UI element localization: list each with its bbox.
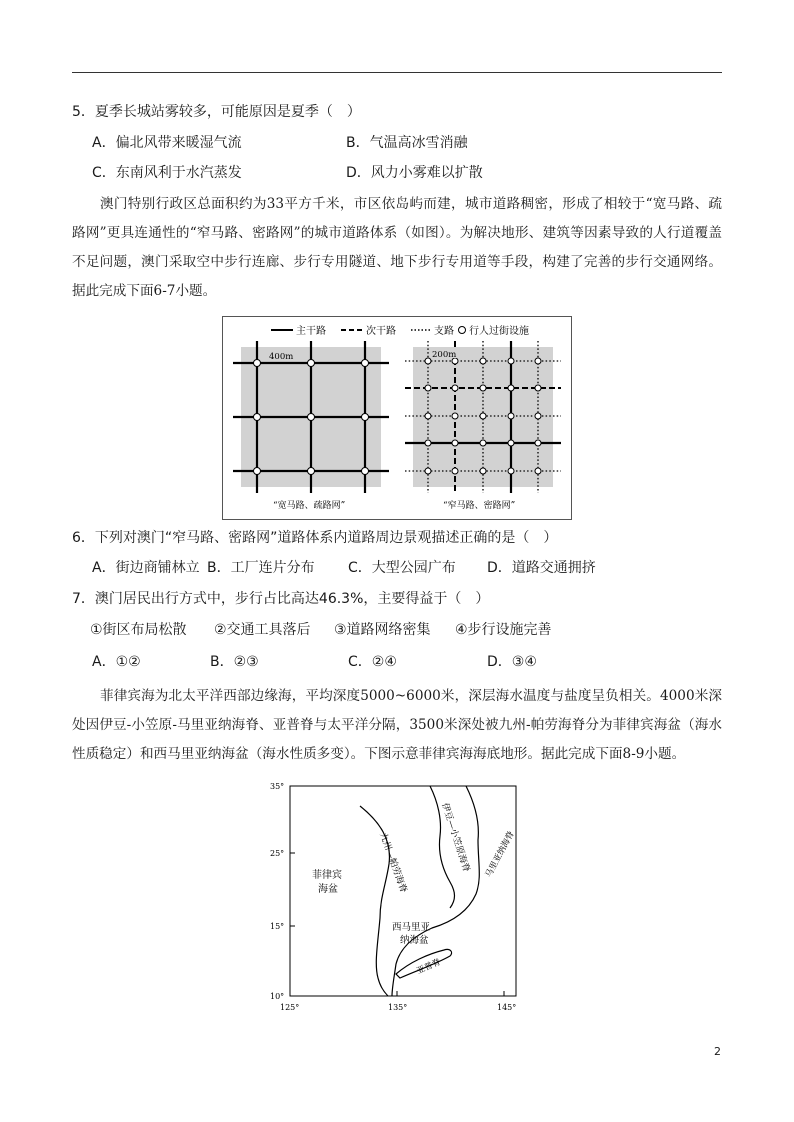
right-caption: “窄马路、密路网”	[443, 501, 516, 511]
legend-branch-label: 支路	[434, 326, 454, 337]
q5-stem: 5．夏季长城站雾较多，可能原因是夏季（ ）	[72, 104, 361, 120]
mariana-label: 马里亚纳海脊	[483, 829, 517, 880]
right-scale-label: 200m	[432, 350, 457, 360]
left-scale-label: 400m	[269, 352, 294, 362]
left-caption: “宽马路、疏路网”	[273, 501, 346, 511]
q5-option-d: D．风力小雾难以扩散	[346, 165, 483, 181]
q7-option-c: C．②④	[348, 654, 397, 670]
kyushu-palau-label: 九州—帕劳海脊	[377, 831, 409, 895]
q7-option-a: A．①②	[92, 654, 141, 670]
yap-label: 亚普脊	[415, 957, 443, 977]
q6-option-c: C．大型公园广布	[348, 560, 456, 576]
q6-option-b: B．工厂连片分布	[207, 560, 315, 576]
seafloor-map-figure	[268, 778, 538, 1018]
q5-option-b: B．气温高冰雪消融	[346, 135, 468, 151]
passage-macau: 澳门特别行政区总面积约为33平方千米，市区依岛屿而建，城市道路稠密，形成了相较于“宽马路、疏路网”更具连通性的“窄马路、密路网”的城市道路体系（如图）。为解决地形、建筑等因素导致的人行道覆盖不足问题，澳门采取空中步行连廊、步行专用隧道、地下步行专用道等手段，构建了完善的步行交通网络。据此完成下面6-7小题。	[72, 196, 722, 299]
lat-25-label: 25°	[270, 849, 285, 858]
west-mariana-label-2: 纳海盆	[400, 935, 429, 946]
philippine-basin-label-2: 海盆	[318, 884, 338, 895]
page-number: 2	[714, 1045, 721, 1058]
legend-crossing-label: 行人过街设施	[469, 326, 529, 337]
lat-10-label: 10°	[270, 992, 285, 1001]
q6-stem: 6．下列对澳门“窄马路、密路网”道路体系内道路周边景观描述正确的是（ ）	[72, 530, 558, 546]
lat-15-label: 15°	[270, 922, 285, 931]
lon-145-label: 145°	[497, 1003, 517, 1012]
q7-statement-3: ③道路网络密集	[334, 622, 431, 638]
q7-statement-4: ④步行设施完善	[455, 622, 552, 638]
q6-option-a: A．街边商铺林立	[92, 560, 200, 576]
legend-main-label: 主干路	[296, 326, 326, 337]
road-network-svg	[223, 317, 571, 519]
passage-philippine-sea: 菲律宾海为北太平洋西部边缘海，平均深度5000~6000米，深层海水温度与盐度呈负相关。4000米深处因伊豆-小笠原-马里亚纳海脊、亚普脊与太平洋分隔，3500米深处被九州-帕劳海脊分为菲律宾海盆（海水性质稳定）和西马里亚纳海盆（海水性质多变）。下图示意菲律宾海海底地形。据此完成下面8-9小题。	[72, 688, 722, 762]
seafloor-map-svg	[268, 778, 538, 1018]
road-network-figure	[222, 316, 572, 520]
q5-option-c: C．东南风利于水汽蒸发	[92, 165, 242, 181]
philippine-basin-label-1: 菲律宾	[312, 870, 342, 881]
q7-option-d: D．③④	[487, 654, 537, 670]
lat-35-label: 35°	[270, 782, 285, 791]
q7-statement-2: ②交通工具落后	[214, 622, 311, 638]
legend-crossing-icon	[459, 327, 466, 334]
header-rule	[72, 72, 722, 73]
legend-secondary-label: 次干路	[366, 326, 396, 337]
q7-stem: 7．澳门居民出行方式中，步行占比高达46.3%，主要得益于（ ）	[72, 591, 490, 607]
q5-option-a: A．偏北风带来暖湿气流	[92, 135, 242, 151]
q7-option-b: B．②③	[210, 654, 259, 670]
izu-ogasawara-label: 伊豆—小笠原海脊	[439, 801, 471, 874]
west-mariana-label-1: 西马里亚	[392, 922, 431, 933]
q6-option-d: D．道路交通拥挤	[487, 560, 596, 576]
q7-statement-1: ①街区布局松散	[90, 622, 187, 638]
lon-125-label: 125°	[280, 1003, 300, 1012]
lon-135-label: 135°	[388, 1003, 408, 1012]
